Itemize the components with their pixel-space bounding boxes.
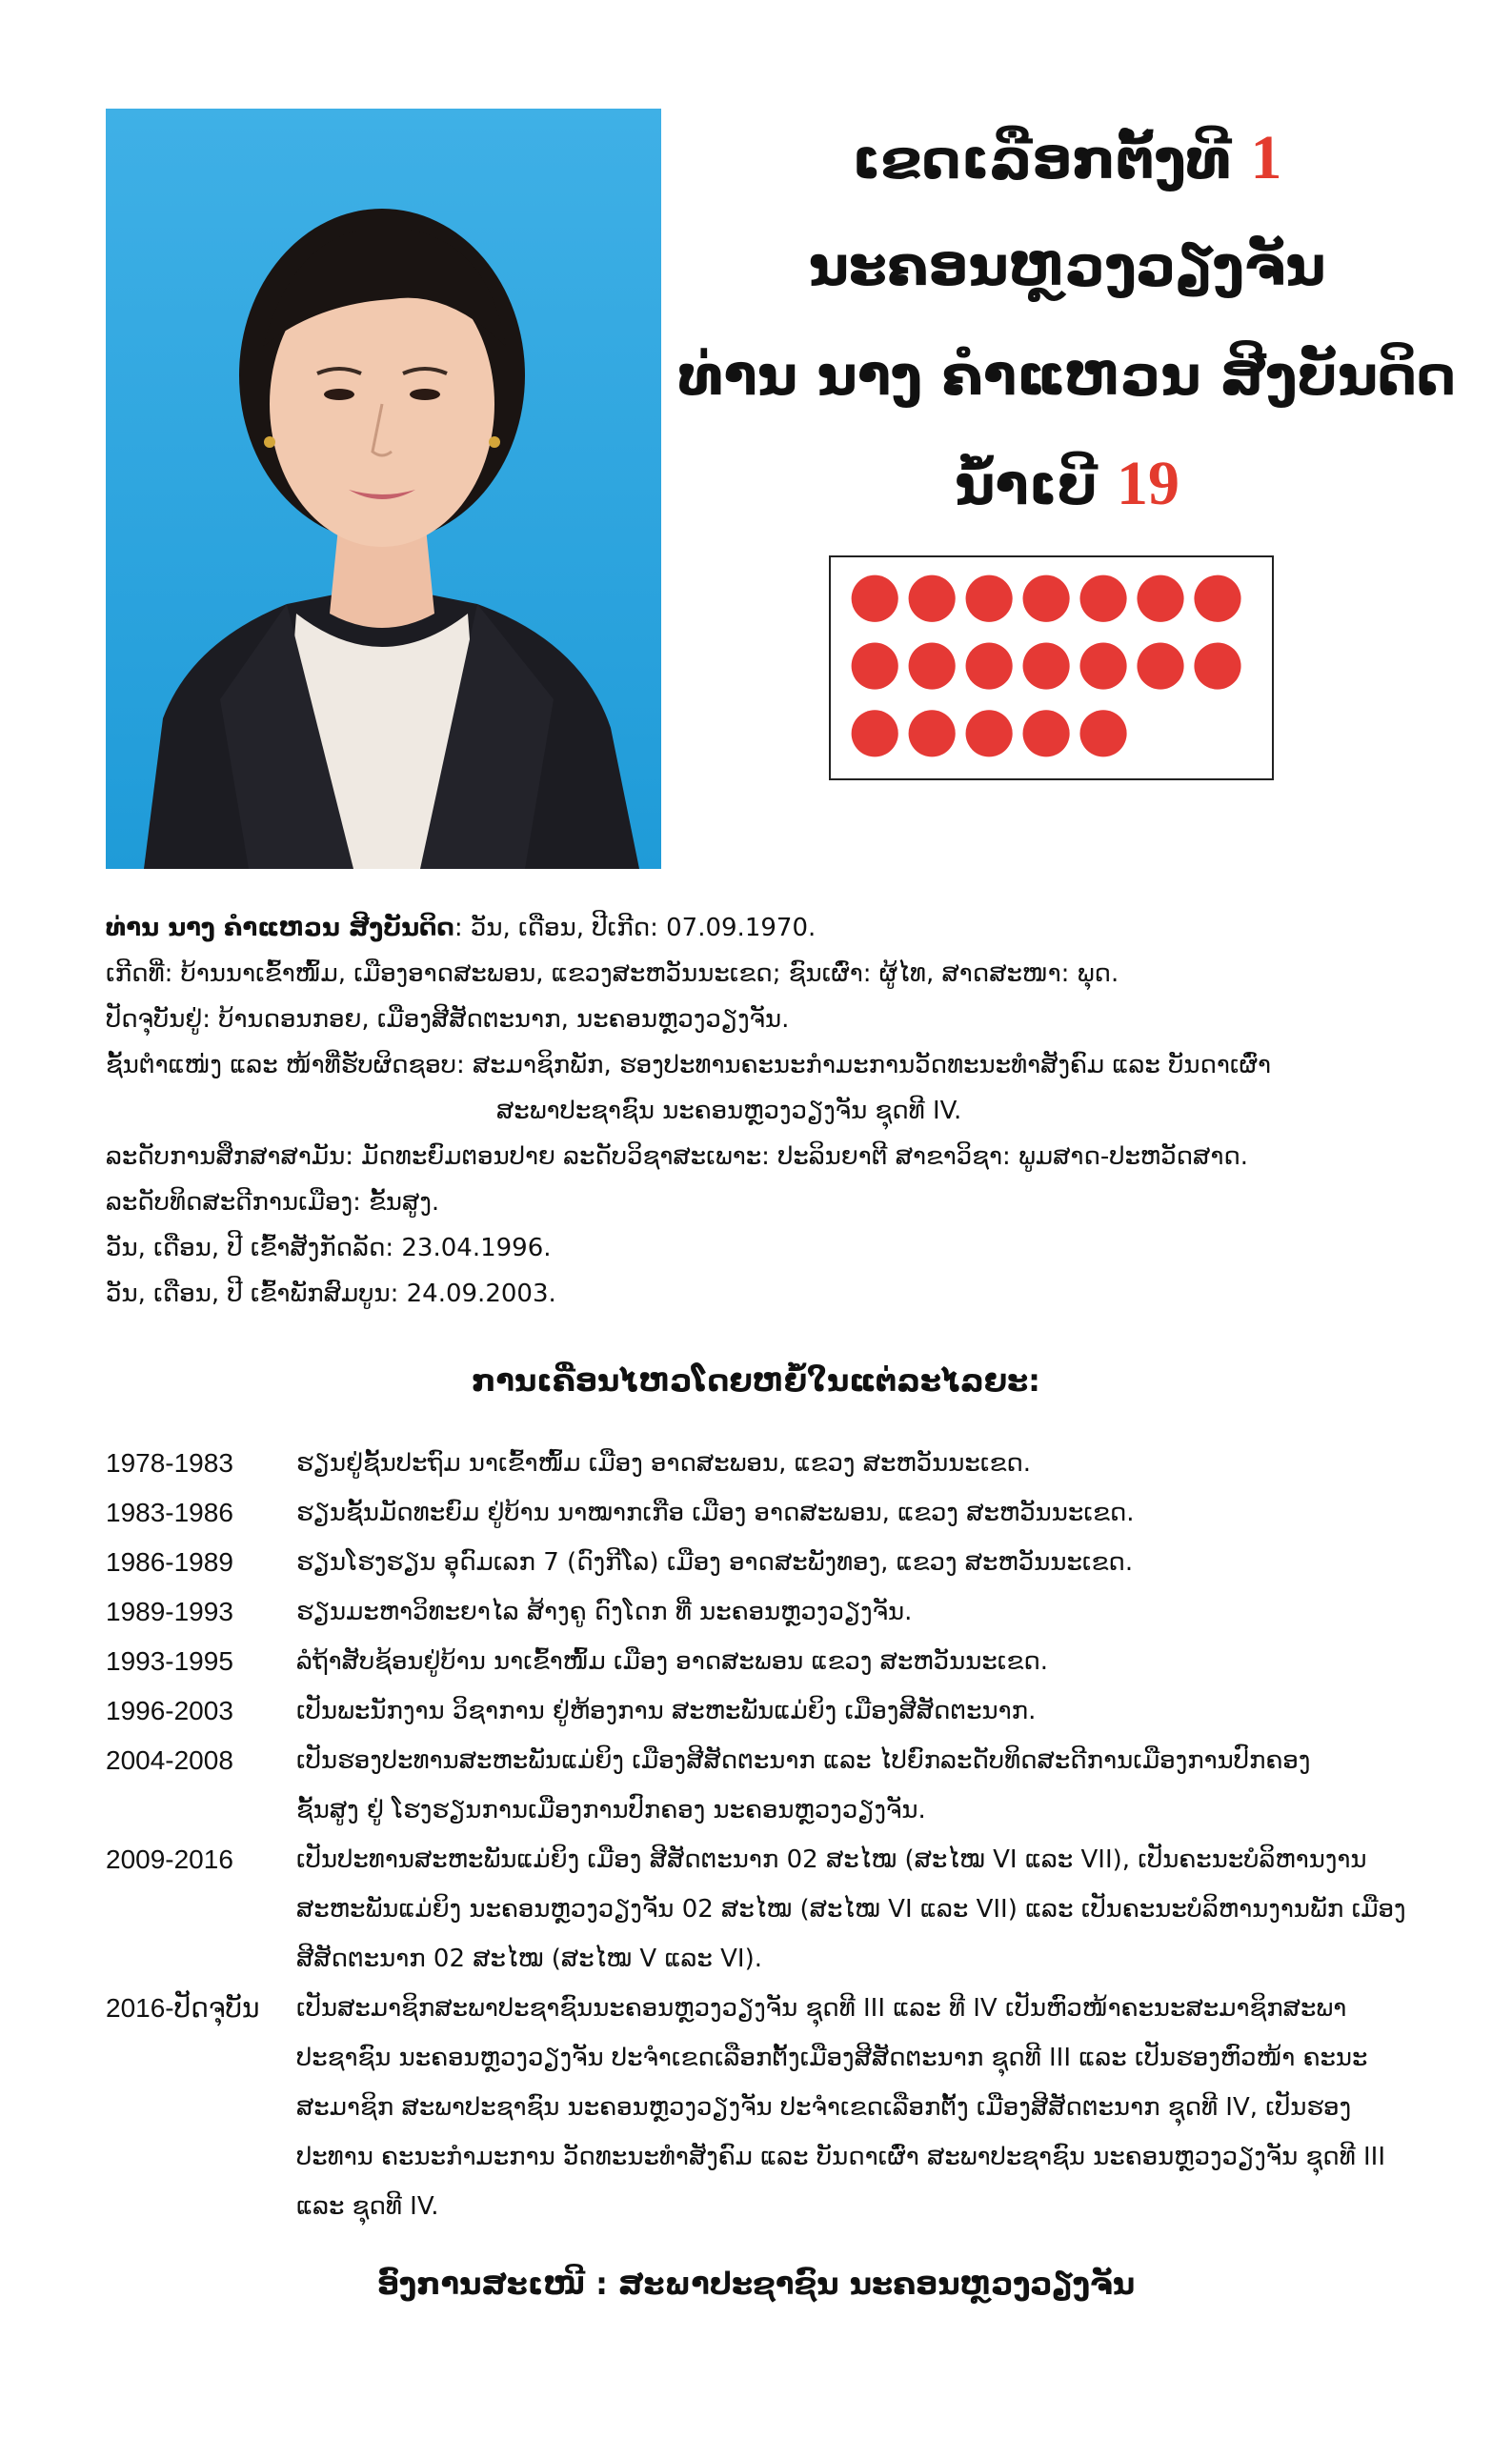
timeline-text-line: ສີສັດຕະນາກ 02 ສະໄໝ (ສະໄໝ V ແລະ VI). <box>296 1945 762 1973</box>
bio-info <box>106 905 1421 1317</box>
ballot-dots-box <box>829 555 1274 780</box>
timeline-year: 1989-1993 <box>106 1597 233 1626</box>
timeline-text-line: ຮຽນຊັ້ນມັດທະຍົມ ຢູ່ບ້ານ ນາໝາກເກືອ ເມືອງ ອາດສະພອນ, ແຂວງ ສະຫວັນນະເຂດ. <box>296 1499 1135 1527</box>
timeline-year: 1993-1995 <box>106 1646 233 1676</box>
section-title: ການເຄື່ອນໄຫວໂດຍຫຍໍ້ໃນແຕ່ລະໄລຍະ: <box>472 1362 1040 1399</box>
ballot-dot <box>1023 575 1070 622</box>
timeline-year: 1983-1986 <box>106 1498 233 1527</box>
ballot-dot <box>852 710 898 756</box>
timeline-text-line: ສະມາຊິກ ສະພາປະຊາຊົນ ນະຄອນຫຼວງວຽງຈັນ ປະຈຳເຂດເລືອກຕັ້ງ ເມືອງສີສັດຕະນາກ ຊຸດທີ IV, ເປັນຮອງ <box>296 2093 1352 2122</box>
timeline-text-line: ເປັນຮອງປະທານສະຫະພັນແມ່ຍິງ ເມືອງສີສັດຕະນາກ ແລະ ໄປຍົກລະດັບທິດສະດີການເມືອງການປົກຄອງ <box>296 1746 1311 1775</box>
bio-line-party-member: ວັນ, ເດືອນ, ປີ ເຂົ້າພັກສົມບູນ: 24.09.2003. <box>106 1280 556 1308</box>
timeline-text <box>296 1538 1421 1587</box>
timeline-text-line: ແລະ ຊຸດທີ IV. <box>296 2192 439 2221</box>
timeline-text <box>296 1587 1421 1637</box>
ballot-dot <box>852 575 898 622</box>
ballot-dot <box>966 575 1013 622</box>
timeline-year: 2009-2016 <box>106 1844 233 1874</box>
timeline-text-line: ປະທານ ຄະນະກຳມະການ ວັດທະນະທຳສັງຄົມ ແລະ ບັນດາເຜົ່າ ສະພາປະຊາຊົນ ນະຄອນຫຼວງວຽງຈັນ ຊຸດທີ III <box>296 2143 1385 2171</box>
district-number: 1 <box>1250 123 1282 192</box>
ballot-dot <box>1194 642 1240 689</box>
dots-svg <box>831 557 1272 778</box>
bio-name: ທ່ານ ນາງ ຄຳແຫວນ ສີງບັນດິດ <box>106 914 454 942</box>
ballot-dot <box>909 710 956 756</box>
timeline-text-line: ເປັນພະນັກງານ ວິຊາການ ຢູ່ຫ້ອງການ ສະຫະພັນແມ່ຍິງ ເມືອງສີສັດຕະນາກ. <box>296 1697 1037 1725</box>
timeline-text <box>296 1835 1421 1984</box>
ballot-dot <box>852 642 898 689</box>
timeline-text-line: ຊັ້ນສູງ ຢູ່ ໂຮງຮຽນການເມືອງການປົກຄອງ ນະຄອນຫຼວງວຽງຈັນ. <box>296 1796 926 1824</box>
bio-line-birthdate <box>106 905 1421 951</box>
bio-line-education: ລະດັບການສຶກສາສາມັນ: ມັດທະຍົມຕອນປາຍ ລະດັບວິຊາສະເພາະ: ປະລິນຍາຕີ ສາຂາວິຊາ: ພູມສາດ-ປະຫວັດສາດ. <box>106 1142 1249 1171</box>
timeline-text <box>296 1686 1421 1736</box>
timeline-row <box>106 1538 1421 1587</box>
bio-line-position: ຊັ້ນຕຳແໜ່ງ ແລະ ໜ້າທີ່ຮັບຜິດຊອບ: ສະມາຊິກພັກ, ຮອງປະທານຄະນະກຳມະການວັດທະນະທຳສັງຄົມ ແລະ ບັນດາເຜົ່າ <box>106 1051 1272 1079</box>
bio-line-birthplace: ເກີດທີ່: ບ້ານນາເຂົ້າໜົ້ມ, ເມືອງອາດສະພອນ, ແຂວງສະຫວັນນະເຂດ; ຊົນເຜົ່າ: ຜູ້ໄທ, ສາດສະໜາ: ພຸດ. <box>106 959 1119 988</box>
bio-line-political-theory: ລະດັບທິດສະດີການເມືອງ: ຂັ້ນສູງ. <box>106 1188 440 1217</box>
timeline-text-line: ເປັນປະທານສະຫະພັນແມ່ຍິງ ເມືອງ ສີສັດຕະນາກ 02 ສະໄໝ (ສະໄໝ VI ແລະ VII), ເປັນຄະນະບໍລິຫານງານ <box>296 1845 1367 1874</box>
timeline-text <box>296 1736 1421 1835</box>
district-label: ເຂດເລືອກຕັ້ງທີ <box>852 127 1232 191</box>
timeline-year: 1978-1983 <box>106 1448 233 1478</box>
timeline-year: 2004-2008 <box>106 1745 233 1775</box>
timeline-text-line: ສະຫະພັນແມ່ຍິງ ນະຄອນຫຼວງວຽງຈັນ 02 ສະໄໝ (ສະໄໝ VI ແລະ VII) ແລະ ເປັນຄະນະບໍລິຫານງານພັກ ເມືອງ <box>296 1895 1406 1924</box>
ballot-dot <box>1194 575 1240 622</box>
ballot-dot <box>1079 575 1126 622</box>
timeline-text <box>296 1984 1421 2231</box>
timeline-text-line: ຮຽນໂຮງຮຽນ ອຸດົມເລກ 7 (ດົງກີໂລ) ເມືອງ ອາດສະພັງທອງ, ແຂວງ ສະຫວັນນະເຂດ. <box>296 1548 1134 1577</box>
timeline-text <box>296 1439 1421 1488</box>
candidate-number-heading <box>667 448 1467 520</box>
ballot-dot <box>909 575 956 622</box>
bio-birthdate: : ວັນ, ເດືອນ, ປີເກີດ: 07.09.1970. <box>454 914 816 942</box>
city-heading: ນະຄອນຫຼວງວຽງຈັນ <box>808 233 1326 298</box>
timeline-year: 1986-1989 <box>106 1547 233 1577</box>
ballot-dot <box>1079 710 1126 756</box>
ballot-dot <box>1079 642 1126 689</box>
ballot-dot <box>966 642 1013 689</box>
bio-line-address: ປັດຈຸບັນຢູ່: ບ້ານດອນກອຍ, ເມືອງສີສັດຕະນາກ, ນະຄອນຫຼວງວຽງຈັນ. <box>106 1005 790 1034</box>
timeline-row <box>106 1637 1421 1686</box>
candidate-name-heading: ທ່ານ ນາງ ຄຳແຫວນ ສີງບັນດິດ <box>677 343 1457 408</box>
timeline-year: 1996-2003 <box>106 1696 233 1725</box>
ballot-dot <box>909 642 956 689</box>
portrait-illustration <box>106 109 661 869</box>
timeline-text <box>296 1488 1421 1538</box>
timeline-text <box>296 1637 1421 1686</box>
number-label: ນ້ຳເບີ <box>954 453 1098 517</box>
timeline-row <box>106 1984 1421 2231</box>
timeline-row <box>106 1439 1421 1488</box>
ballot-dot <box>966 710 1013 756</box>
timeline-text-line: ເປັນສະມາຊິກສະພາປະຊາຊົນນະຄອນຫຼວງວຽງຈັນ ຊຸດທີ III ແລະ ທີ IV ເປັນຫົວໜ້າຄະນະສະມາຊິກສະພາ <box>296 1994 1347 2023</box>
timeline-year: 2016-ປັດຈຸບັນ <box>106 1993 260 2023</box>
timeline-text-line: ລໍຖ້າສັບຊ້ອນຢູ່ບ້ານ ນາເຂົ້າໜົ້ມ ເມືອງ ອາດສະພອນ ແຂວງ ສະຫວັນນະເຂດ. <box>296 1647 1049 1676</box>
timeline-row <box>106 1488 1421 1538</box>
footer-proposer: ອົງການສະເໜີ : ສະພາປະຊາຊົນ ນະຄອນຫຼວງວຽງຈັນ <box>376 2266 1136 2302</box>
portrait-photo <box>106 109 661 869</box>
district-heading <box>667 122 1467 194</box>
timeline-row <box>106 1587 1421 1637</box>
timeline-text-line: ປະຊາຊົນ ນະຄອນຫຼວງວຽງຈັນ ປະຈຳເຂດເລືອກຕັ້ງເມືອງສີສັດຕະນາກ ຊຸດທີ III ແລະ ເປັນຮອງຫົວໜ້າ ຄະນະ <box>296 2044 1368 2072</box>
bio-line-position-cont: ສະພາປະຊາຊົນ ນະຄອນຫຼວງວຽງຈັນ ຊຸດທີ IV. <box>496 1097 962 1125</box>
ballot-dot <box>1137 575 1183 622</box>
bio-line-state-service: ວັນ, ເດືອນ, ປີ ເຂົ້າສັງກັດລັດ: 23.04.1996. <box>106 1234 552 1262</box>
timeline-row <box>106 1736 1421 1835</box>
timeline <box>106 1439 1421 2231</box>
timeline-row <box>106 1835 1421 1984</box>
timeline-text-line: ຮຽນຢູ່ຊັ້ນປະຖົມ ນາເຂົ້າໜົ້ມ ເມືອງ ອາດສະພອນ, ແຂວງ ສະຫວັນນະເຂດ. <box>296 1449 1032 1478</box>
number-value: 19 <box>1117 449 1180 518</box>
timeline-text-line: ຮຽນມະຫາວິທະຍາໄລ ສ້າງຄູ ດົງໂດກ ທີ່ ນະຄອນຫຼວງວຽງຈັນ. <box>296 1598 913 1626</box>
ballot-dot <box>1023 642 1070 689</box>
timeline-row <box>106 1686 1421 1736</box>
ballot-dot <box>1137 642 1183 689</box>
ballot-dot <box>1023 710 1070 756</box>
